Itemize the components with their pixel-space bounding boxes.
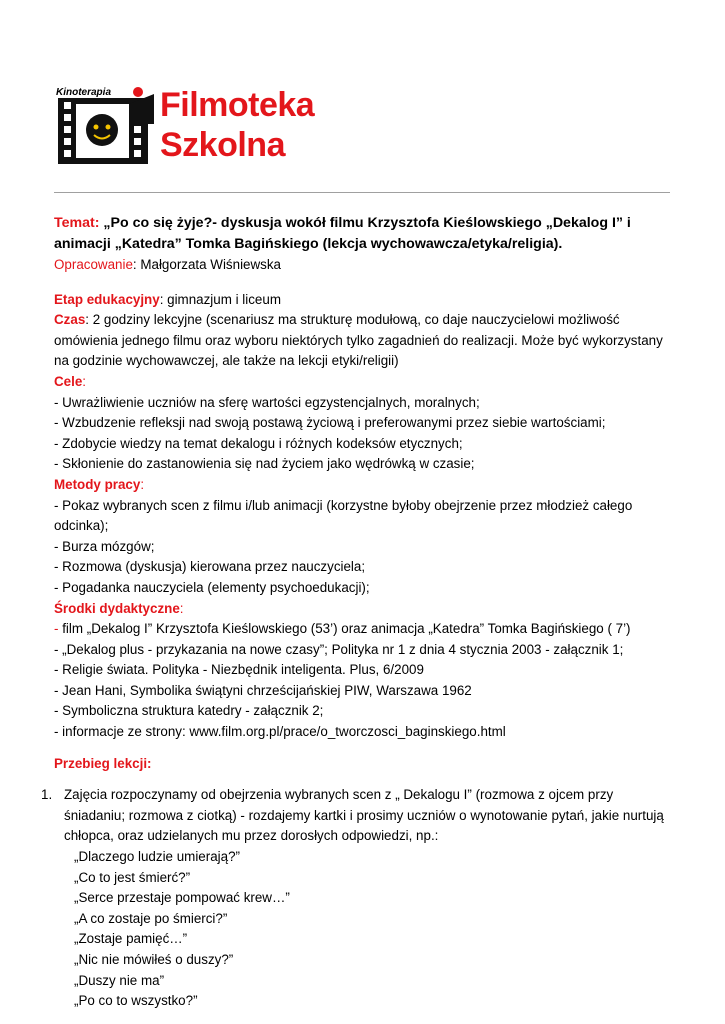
list-item: - Religie świata. Polityka - Niezbędnik inteligenta. Plus, 6/2009 — [54, 662, 424, 678]
list-item: - „Dekalog plus - przykazania na nowe czasy”; Polityka nr 1 z dnia 4 stycznia 2003 - załącznik 1; — [54, 641, 624, 657]
list-item: - Pogadanka nauczyciela (elementy psychoedukacji); — [54, 579, 370, 595]
time-paragraph — [54, 310, 672, 372]
goals-heading: Cele: — [54, 373, 87, 389]
quote-line: „Duszy nie ma” — [74, 972, 165, 988]
list-item: - Symboliczna struktura katedry - załącznik 2; — [54, 703, 324, 719]
filmoteka-logo — [56, 84, 356, 170]
list-item: - Rozmowa (dyskusja) kierowana przez nauczyciela; — [54, 559, 366, 575]
topic-paragraph — [54, 213, 672, 255]
quote-line: „Nic nie mówiłeś o duszy?” — [74, 952, 234, 967]
time-label: Czas — [54, 312, 86, 328]
list-item: - Uwrażliwienie uczniów na sferę wartości egzystencjalnych, moralnych; — [54, 394, 480, 410]
topic-text: „Po co się żyje?- dyskusja wokół filmu Krzysztofa Kieślowskiego „Dekalog I” i animacji „Katedra” Tomka Bagińskiego (lekcja wychowawcza/etyka/religia). — [54, 215, 631, 252]
author-label: Opracowanie — [54, 257, 133, 272]
logo-title-line2: Szkolna — [160, 126, 285, 164]
quote-line: „Zostaje pamięć…” — [74, 931, 188, 947]
list-item: - informacje ze strony: www.film.org.pl/prace/o_tworczosci_baginskiego.html — [54, 724, 506, 740]
stage-line — [54, 290, 672, 311]
lesson-step — [41, 785, 672, 1012]
document-body — [41, 213, 672, 1012]
step-text: Zajęcia rozpoczynamy od obejrzenia wybranych scen z „ Dekalogu I” (rozmowa z ojcem przy śniadaniu; rozmowa z ciotką) - rozdajemy kartki i prosimy uczniów o wynotowanie pytań, jakie nurtują chłopca, oraz udzielanych mu przez dorosłych odpowiedzi, np.: — [64, 787, 664, 844]
logo-title-line1: Filmoteka — [160, 86, 315, 124]
list-item: - Burza mózgów; — [54, 538, 155, 554]
author-name: : Małgorzata Wiśniewska — [132, 257, 281, 272]
header-divider — [54, 192, 670, 193]
topic-label: Temat: — [54, 215, 100, 231]
list-item: - film „Dekalog I” Krzysztofa Kieślowskiego (53’) oraz animacja „Katedra” Tomka Bagińskiego ( 7’) — [54, 621, 631, 637]
logo-small-text: Kinoterapia — [56, 87, 112, 98]
quote-line: „Co to jest śmierć?” — [74, 869, 191, 885]
quote-line: „A co zostaje po śmierci?” — [74, 910, 228, 926]
quote-line: „Serce przestaje pompować krew…” — [74, 890, 290, 906]
quote-line: „Dlaczego ludzie umierają?” — [74, 849, 240, 865]
list-item: - Jean Hani, Symbolika świątyni chrześcijańskiej PIW, Warszawa 1962 — [54, 682, 472, 698]
time-value: : 2 godziny lekcyjne (scenariusz ma strukturę modułową, co daje nauczycielowi możliwość omówienia jednego filmu oraz wyboru niektórych tylko zagadnień do realizacji. Może być wykorzystany na godzinie wychowawczej, ale także na lekcji etyki/religii) — [54, 312, 663, 369]
list-item: - Wzbudzenie refleksji nad swoją postawą życiową i preferowanymi przez siebie wartościami; — [54, 415, 606, 431]
list-item: - Skłonienie do zastanowienia się nad życiem jako wędrówką w czasie; — [54, 456, 475, 472]
list-item: - Zdobycie wiedzy na temat dekalogu i różnych kodeksów etycznych; — [54, 435, 463, 451]
stage-value: : gimnazjum i liceum — [159, 291, 281, 307]
stage-label: Etap edukacyjny — [54, 291, 160, 307]
step-number: 1. — [41, 787, 53, 803]
list-item: - Pokaz wybranych scen z filmu i/lub animacji (korzystne byłoby obejrzenie przez młodzież całego odcinka); — [54, 497, 633, 534]
quote-line: „Po co to wszystko?” — [74, 993, 198, 1009]
author-line — [54, 255, 672, 276]
resources-heading: Środki dydaktyczne: — [54, 600, 184, 616]
methods-heading: Metody pracy: — [54, 476, 145, 492]
lesson-heading: Przebieg lekcji: — [54, 755, 152, 771]
